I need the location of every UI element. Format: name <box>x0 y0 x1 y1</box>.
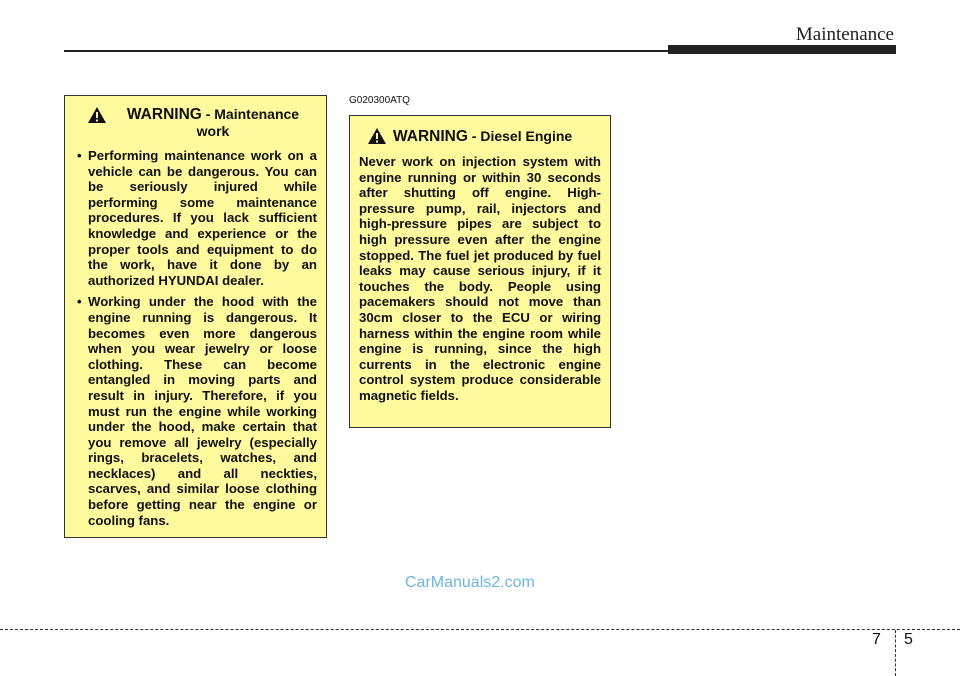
footer-rule <box>0 629 960 630</box>
warning-triangle-icon <box>367 127 387 145</box>
section-code: G020300ATQ <box>349 95 410 106</box>
page-number: 5 <box>904 631 913 648</box>
footer-divider <box>895 630 896 676</box>
watermark-link[interactable]: CarManuals2.com <box>405 574 535 591</box>
header-rule <box>64 50 670 52</box>
warning-body-text: Never work on injection system with engine running or within 30 seconds after shutting off engine. High-pressure pump, rail, injectors and high-pressure pipes are subject to high pressure even after the engine stopped. The fuel jet produced by fuel leaks may cause serious injury, if it touches the body. People using pacemakers should not move than 30cm closer to the ECU or wiring harness within the engine room while engine is running, since the high currents in the electronic engine control system produce considerable magnetic fields. <box>359 154 601 403</box>
warning-heading <box>359 127 601 146</box>
warning-heading <box>77 106 317 140</box>
warning-subject: - Diesel Engine <box>467 128 573 144</box>
warning-bullet: • Working under the hood with the engine running is dangerous. It becomes even more dangerous when you wear jewelry or loose clothing. These can become entangled in moving parts and result in injury. Therefore, if you must run the engine while working under the hood, make certain that you remove all jewelry (especially rings, bracelets, watches, and necklaces) and all neckties, scarves, and similar loose clothing before getting near the engine or cooling fans. <box>77 294 317 528</box>
warning-subject: - Maintenance work <box>196 106 300 139</box>
warning-box-maintenance <box>64 95 327 538</box>
page-header-title: Maintenance <box>795 24 894 45</box>
warning-bullet: • Performing maintenance work on a vehicle can be dangerous. You can be seriously injured while performing some maintenance procedures. If you lack sufficient knowledge and experience or the proper tools and equipment to do the work, have it done by an authorized HYUNDAI dealer. <box>77 148 317 288</box>
section-number: 7 <box>872 631 881 648</box>
warning-triangle-icon <box>87 106 107 124</box>
warning-bullet-list <box>77 148 317 528</box>
header-rule-accent <box>668 45 896 54</box>
warning-label: WARNING <box>126 106 202 123</box>
warning-label: WARNING <box>393 128 468 145</box>
warning-box-diesel <box>349 115 611 428</box>
